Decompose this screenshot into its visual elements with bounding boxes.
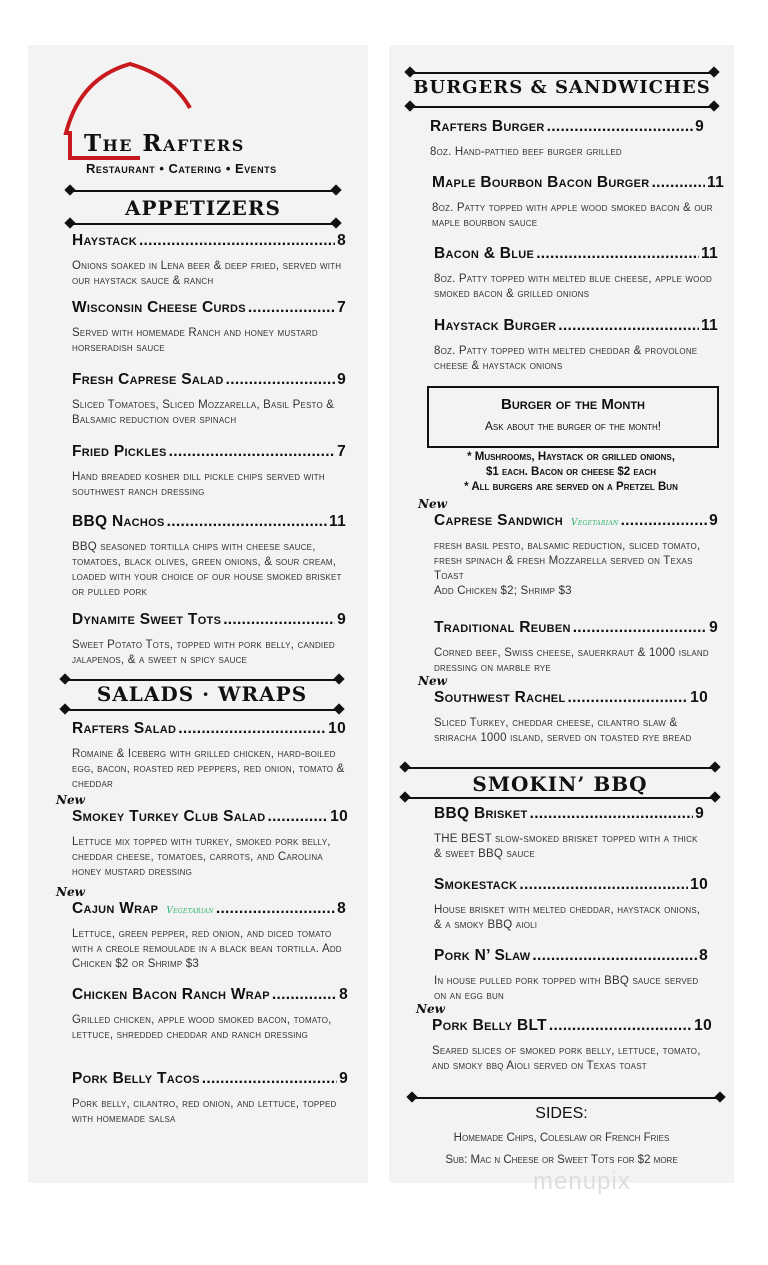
- dot-leader: [536, 245, 699, 263]
- burger-note: * All burgers are served on a Pretzel Bun: [464, 481, 678, 493]
- menu-item-title-row: [72, 513, 346, 531]
- menu-item-description: Sweet Potato Tots, topped with pork belly, candied jalapenos, & a sweet n spicy sauce: [72, 639, 335, 666]
- divider: [405, 797, 715, 799]
- menu-item: [72, 1070, 348, 1127]
- dot-leader: [567, 689, 688, 707]
- menu-item-price: 9: [339, 1070, 348, 1087]
- menu-item: [72, 299, 346, 356]
- menu-item-description: Served with homemade Ranch and honey mustard horseradish sauce: [72, 327, 318, 354]
- menu-item-title-row: [72, 232, 346, 250]
- dot-leader: [549, 1017, 692, 1035]
- menu-item-description: 8oz. Patty topped with melted blue cheese, apple wood smoked bacon & grilled onions: [434, 273, 712, 300]
- menu-item: [432, 174, 724, 231]
- menu-item: [72, 986, 348, 1043]
- dot-leader: [248, 299, 335, 317]
- menu-item-price: 9: [337, 611, 346, 628]
- menu-item: [72, 443, 346, 500]
- menu-item-description: Lettuce mix topped with turkey, smoked pork belly, cheddar cheese, tomatoes, carrots, and Carolina honey mustard dressing: [72, 836, 331, 878]
- menu-item-title-row: [434, 619, 718, 637]
- menu-item-description: BBQ seasoned tortilla chips with cheese sauce, tomatoes, black olives, green onions, & sour cream, loaded with your choice of our house smoked brisket or pulled pork: [72, 541, 342, 598]
- menu-item: [434, 876, 708, 933]
- menu-item: [72, 371, 346, 428]
- menu-item-price: 8: [337, 900, 346, 917]
- menu-item-name: Bacon & Blue: [434, 245, 535, 262]
- menu-item-price: 10: [330, 808, 348, 825]
- menu-item-description: 8oz. Patty topped with melted cheddar & provolone cheese & haystack onions: [434, 345, 698, 372]
- menu-item-name: Pork Belly BLT: [432, 1017, 547, 1034]
- menu-item-price: 11: [701, 245, 718, 262]
- menu-item-name: BBQ Nachos: [72, 513, 165, 530]
- menu-item-description: Lettuce, green pepper, red onion, and diced tomato with a creole remoulade in a black bean tortilla. Add Chicken $2 or Shrimp $3: [72, 928, 342, 970]
- menu-item-description: Hand breaded kosher dill pickle chips served with southwest ranch dressing: [72, 471, 325, 498]
- menu-item-description: 8oz. Hand-pattied beef burger grilled: [430, 146, 622, 158]
- menu-item: [432, 1017, 712, 1074]
- new-badge: New: [56, 885, 85, 899]
- burger-note: * Mushrooms, Haystack or grilled onions,: [467, 451, 675, 463]
- sides-line: Homemade Chips, Coleslaw or French Fries: [453, 1132, 670, 1144]
- menu-item-title-row: [432, 174, 724, 192]
- new-badge: New: [56, 793, 85, 807]
- menu-item-title-row: [434, 512, 718, 530]
- menu-item-name: Rafters Salad: [72, 720, 177, 737]
- menu-item-price: 11: [329, 513, 346, 530]
- menu-item-price: 8: [339, 986, 348, 1003]
- menu-item-price: 7: [337, 299, 346, 316]
- menu-item-name: Chicken Bacon Ranch Wrap: [72, 986, 270, 1003]
- sides-title: SIDES:: [535, 1105, 588, 1122]
- burger-of-month-text: Ask about the burger of the month!: [484, 419, 662, 433]
- menu-item: [72, 808, 348, 880]
- menu-item-price: 10: [694, 1017, 712, 1034]
- menu-item-description: Seared slices of smoked pork belly, lettuce, tomato, and smoky bbq Aioli served on Texas toast: [432, 1045, 701, 1072]
- dot-leader: [202, 1070, 337, 1088]
- menu-item-title-row: [72, 720, 346, 738]
- menu-item-title-row: [72, 900, 346, 918]
- menu-item-name: Caprese Sandwich: [434, 512, 564, 529]
- menu-item-title-row: [434, 689, 708, 707]
- menu-item-name: Dynamite Sweet Tots: [72, 611, 222, 628]
- menu-item-price: 8: [337, 232, 346, 249]
- menu-item-price: 10: [690, 689, 708, 706]
- burger-note: $1 each. Bacon or cheese $2 each: [485, 466, 657, 478]
- menu-item-name: Rafters Burger: [430, 118, 545, 135]
- menu-item-description: Onions soaked in Lena beer & deep fried, served with our haystack sauce & ranch: [72, 260, 342, 287]
- menu-item-description: fresh basil pesto, balsamic reduction, sliced tomato, fresh spinach & fresh Mozzarella served on Texas Toast Add Chicken $2; Shrimp $3: [434, 540, 701, 597]
- menu-item-name: Smokey Turkey Club Salad: [72, 808, 266, 825]
- dot-leader: [216, 900, 335, 918]
- dot-leader: [573, 619, 707, 637]
- burger-of-month-title: Burger of the Month: [501, 396, 645, 413]
- menu-item-price: 9: [695, 118, 704, 135]
- divider: [410, 72, 714, 74]
- dot-leader: [272, 986, 337, 1004]
- divider: [65, 679, 339, 681]
- dot-leader: [167, 513, 327, 531]
- section-title-salads-wraps: SALADS · WRAPS: [96, 682, 308, 706]
- menu-item-title-row: [72, 443, 346, 461]
- new-badge: New: [416, 1002, 445, 1016]
- dot-leader: [267, 808, 328, 826]
- divider: [412, 1097, 720, 1099]
- menu-item-description: Sliced Tomatoes, Sliced Mozzarella, Basil Pesto & Balsamic reduction over spinach: [72, 399, 335, 426]
- menu-item-title-row: [72, 371, 346, 389]
- new-badge: New: [418, 497, 447, 511]
- dot-leader: [558, 317, 699, 335]
- menu-item-price: 9: [709, 512, 718, 529]
- menu-item-name: Wisconsin Cheese Curds: [72, 299, 246, 316]
- menu-item-description: Grilled chicken, apple wood smoked bacon, tomato, lettuce, shredded cheddar and ranch dressing: [72, 1014, 332, 1041]
- menu-item-description: House brisket with melted cheddar, haystack onions, & a smoky BBQ aioli: [434, 904, 701, 931]
- menu-item-title-row: [432, 1017, 712, 1035]
- dot-leader: [547, 118, 693, 136]
- divider: [70, 223, 336, 225]
- dot-leader: [530, 805, 693, 823]
- menu-item-price: 10: [690, 876, 708, 893]
- menu-item: [434, 805, 704, 862]
- menu-item-description: THE BEST slow-smoked brisket topped with a thick & sweet BBQ sauce: [434, 833, 698, 860]
- menu-item-name: Maple Bourbon Bacon Burger: [432, 174, 650, 191]
- menu-item-name: Traditional Reuben: [434, 619, 571, 636]
- menu-item-price: 11: [707, 174, 724, 191]
- menu-item-title-row: [434, 876, 708, 894]
- menu-item-description: Sliced Turkey, cheddar cheese, cilantro slaw & sriracha 1000 island, served on toasted rye bread: [434, 717, 692, 744]
- menu-item-name: Fresh Caprese Salad: [72, 371, 224, 388]
- menu-item-name: Southwest Rachel: [434, 689, 566, 706]
- menu-item-name: Smokestack: [434, 876, 518, 893]
- menu-item-price: 8: [699, 947, 708, 964]
- dot-leader: [139, 232, 335, 250]
- dot-leader: [178, 720, 326, 738]
- new-badge: New: [418, 674, 447, 688]
- vegetarian-tag: Vegetarian: [571, 518, 619, 528]
- divider: [410, 106, 714, 108]
- menu-item-price: 9: [337, 371, 346, 388]
- dot-leader: [532, 947, 697, 965]
- menu-item-title-row: [72, 299, 346, 317]
- menu-item-title-row: [72, 1070, 348, 1088]
- menu-item-title-row: [434, 805, 704, 823]
- menu-item-description: Pork belly, cilantro, red onion, and lettuce, topped with homemade salsa: [72, 1098, 337, 1125]
- menu-item-price: 9: [695, 805, 704, 822]
- dot-leader: [226, 371, 335, 389]
- menu-item-price: 11: [701, 317, 718, 334]
- menu-item-name: BBQ Brisket: [434, 805, 528, 822]
- menu-item-name: Fried Pickles: [72, 443, 167, 460]
- restaurant-name: The Rafters: [84, 130, 245, 157]
- menu-item-price: 10: [328, 720, 346, 737]
- menupix-watermark: menupix: [533, 1168, 631, 1195]
- menu-item-name: Haystack: [72, 232, 137, 249]
- menu-item: [434, 947, 708, 1004]
- vegetarian-tag: Vegetarian: [166, 906, 214, 916]
- menu-item: [434, 619, 718, 676]
- menu-item-name: Pork N’ Slaw: [434, 947, 531, 964]
- menu-item: [430, 118, 704, 160]
- menu-item-description: Romaine & Iceberg with grilled chicken, hard-boiled egg, bacon, roasted red peppers, red onion, tomato & cheddar: [72, 748, 345, 790]
- menu-item-description: 8oz. Patty topped with apple wood smoked bacon & our maple bourbon sauce: [432, 202, 713, 229]
- menu-item: [434, 245, 718, 302]
- menu-item-price: 7: [337, 443, 346, 460]
- divider: [65, 709, 339, 711]
- section-title-burgers: BURGERS & SANDWICHES: [413, 77, 711, 98]
- section-title-appetizers: APPETIZERS: [125, 196, 281, 220]
- dot-leader: [223, 611, 335, 629]
- menu-item: [72, 232, 346, 289]
- menu-item: [72, 900, 346, 972]
- divider: [70, 190, 336, 192]
- menu-item-name: Cajun Wrap: [72, 900, 159, 917]
- menu-item-name: Haystack Burger: [434, 317, 557, 334]
- menu-item-description: In house pulled pork topped with BBQ sauce served on an egg bun: [434, 975, 699, 1002]
- menu-item-title-row: [72, 611, 346, 629]
- menu-item: [72, 513, 346, 600]
- menu-item: [434, 512, 718, 599]
- section-title-bbq: SMOKIN’ BBQ: [472, 772, 648, 796]
- dot-leader: [169, 443, 335, 461]
- menu-item: [72, 611, 346, 668]
- divider: [405, 767, 715, 769]
- dot-leader: [519, 876, 688, 894]
- menu-item-title-row: [434, 245, 718, 263]
- restaurant-tagline: Restaurant • Catering • Events: [86, 161, 277, 176]
- dot-leader: [621, 512, 708, 530]
- menu-item-description: Corned beef, Swiss cheese, sauerkraut & 1000 island dressing on marble rye: [434, 647, 709, 674]
- menu-item: [72, 720, 346, 792]
- menu-item-title-row: [430, 118, 704, 136]
- menu-item-title-row: [434, 317, 718, 335]
- menu-item-title-row: [72, 986, 348, 1004]
- menu-item-title-row: [434, 947, 708, 965]
- sides-line: Sub: Mac n Cheese or Sweet Tots for $2 more: [445, 1154, 678, 1166]
- menu-item-price: 9: [709, 619, 718, 636]
- menu-item: [434, 317, 718, 374]
- burger-of-month-box: [427, 386, 719, 448]
- dot-leader: [652, 174, 705, 192]
- menu-item-title-row: [72, 808, 348, 826]
- menu-item-name: Pork Belly Tacos: [72, 1070, 200, 1087]
- menu-item: [434, 689, 708, 746]
